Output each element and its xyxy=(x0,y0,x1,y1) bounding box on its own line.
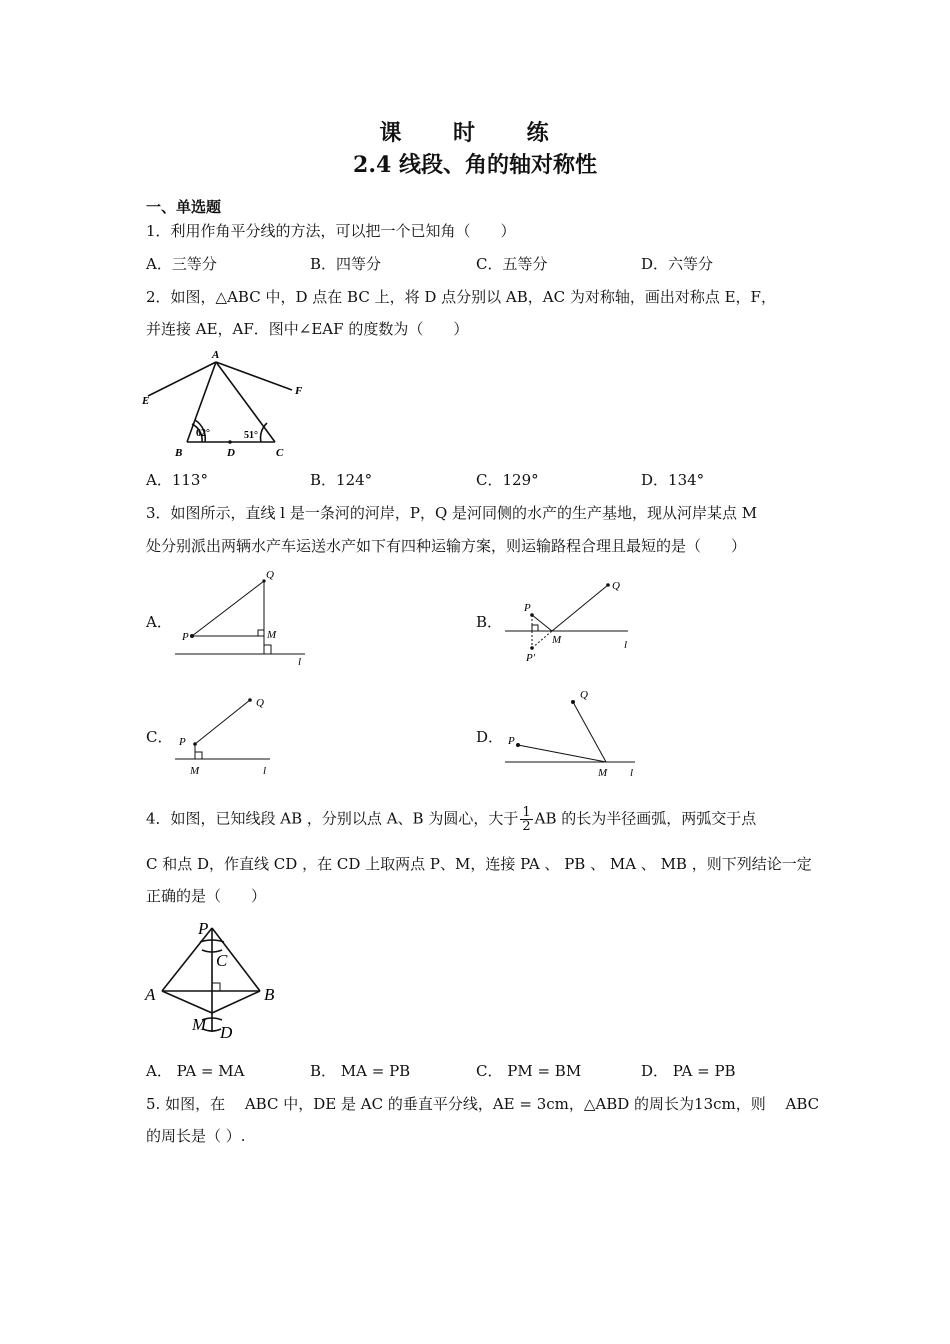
svg-text:l: l xyxy=(263,765,267,777)
svg-text:Q: Q xyxy=(580,689,588,701)
q1-stem: 1．利用作角平分线的方法，可以把一个已知角（ ） xyxy=(146,222,516,240)
q2-option-a: A．113° xyxy=(146,471,208,489)
q2-stem-line2: 并连接 AE，AF．图中∠EAF 的度数为（ ） xyxy=(146,320,469,338)
q1-option-b: B．四等分 xyxy=(310,255,382,273)
fig-label-a: A xyxy=(212,349,220,361)
q1-option-c: C．五等分 xyxy=(476,255,548,273)
svg-text:Q: Q xyxy=(612,580,620,592)
svg-text:Q: Q xyxy=(266,569,274,581)
svg-text:P: P xyxy=(179,736,186,748)
q3-figure-a xyxy=(170,565,310,670)
q4-kite-figure xyxy=(140,914,290,1044)
q5-stem-line2: 的周长是（ ）. xyxy=(146,1127,246,1145)
svg-text:M: M xyxy=(190,765,200,777)
q2-option-c: C．129° xyxy=(476,471,539,489)
svg-text:P: P xyxy=(198,919,209,938)
svg-text:Q: Q xyxy=(256,697,264,709)
fig-label-c: C xyxy=(276,447,284,459)
q3-option-c: C． xyxy=(146,728,173,746)
q3-option-a: A． xyxy=(146,613,172,631)
svg-text:P: P xyxy=(182,631,189,643)
q2-option-d: D．134° xyxy=(641,471,705,489)
q4-option-a: A． PA = MA xyxy=(146,1062,245,1080)
q5-stem-line1: 5. 如图，在 ABC 中，DE 是 AC 的垂直平分线，AE = 3cm，△ABD 的周长为13cm，则 ABC xyxy=(146,1095,820,1113)
svg-text:l: l xyxy=(630,767,634,779)
q2-stem-line1: 2．如图，△ABC 中，D 点在 BC 上，将 D 点分别以 AB，AC 为对称轴，画出对称点 E，F， xyxy=(146,288,776,306)
svg-text:M: M xyxy=(267,629,277,641)
q2-option-b: B．124° xyxy=(310,471,373,489)
q1-option-d: D．六等分 xyxy=(641,255,714,273)
svg-text:B: B xyxy=(264,985,275,1004)
q3-stem-line1: 3．如图所示，直线 l 是一条河的河岸，P，Q 是河同侧的水产的生产基地，现从河岸某点 M xyxy=(146,504,758,522)
fig-label-d: D xyxy=(227,447,235,459)
q4-stem-line2: C 和点 D，作直线 CD ，在 CD 上取两点 P、M，连接 PA 、 PB 、 MA 、 MB ，则下列结论一定 xyxy=(146,855,812,873)
q2-triangle-figure xyxy=(140,344,315,462)
svg-text:l: l xyxy=(624,639,628,651)
q3-option-d: D． xyxy=(476,728,504,746)
fig-angle-b: 62° xyxy=(196,428,210,439)
svg-text:M: M xyxy=(552,634,562,646)
q4-option-c: C． PM = BM xyxy=(476,1062,582,1080)
q3-figure-d xyxy=(500,682,640,782)
q3-option-b: B． xyxy=(476,613,503,631)
q1-option-a: A．三等分 xyxy=(146,255,217,273)
fig-label-b: B xyxy=(175,447,183,459)
svg-text:l: l xyxy=(298,656,302,668)
q4-stem-line1: 4．如图，已知线段 AB ，分别以点 A、B 为圆心，大于 $\frac{1}{2}$ AB 的长为半径画弧，两弧交于点 xyxy=(146,805,757,834)
svg-text:C: C xyxy=(216,951,228,970)
svg-text:D: D xyxy=(220,1023,233,1042)
fig-angle-c: 51° xyxy=(244,430,258,441)
svg-text:A: A xyxy=(145,985,156,1004)
svg-text:M: M xyxy=(598,767,608,779)
svg-text:P′: P′ xyxy=(526,652,536,664)
svg-text:M: M xyxy=(192,1015,207,1034)
q3-stem-line2: 处分别派出两辆水产车运送水产如下有四种运输方案，则运输路程合理且最短的是（ ） xyxy=(146,537,747,555)
svg-text:P: P xyxy=(524,602,531,614)
q4-fraction: $\frac{1}{2}$ xyxy=(522,805,531,834)
q4-option-d: D． PA = PB xyxy=(641,1062,736,1080)
q4-stem-line3: 正确的是（ ） xyxy=(146,887,267,905)
svg-text:P: P xyxy=(508,735,515,747)
page-subtitle: 2.4 线段、角的轴对称性 xyxy=(353,152,597,178)
section-heading: 一、单选题 xyxy=(146,198,222,216)
q3-figure-b xyxy=(500,573,635,668)
page-title: 课 时 练 xyxy=(379,120,571,146)
q3-figure-c xyxy=(170,688,285,780)
fig-label-f: F xyxy=(295,385,303,397)
q4-option-b: B． MA = PB xyxy=(310,1062,411,1080)
fig-label-e: E xyxy=(142,395,150,407)
